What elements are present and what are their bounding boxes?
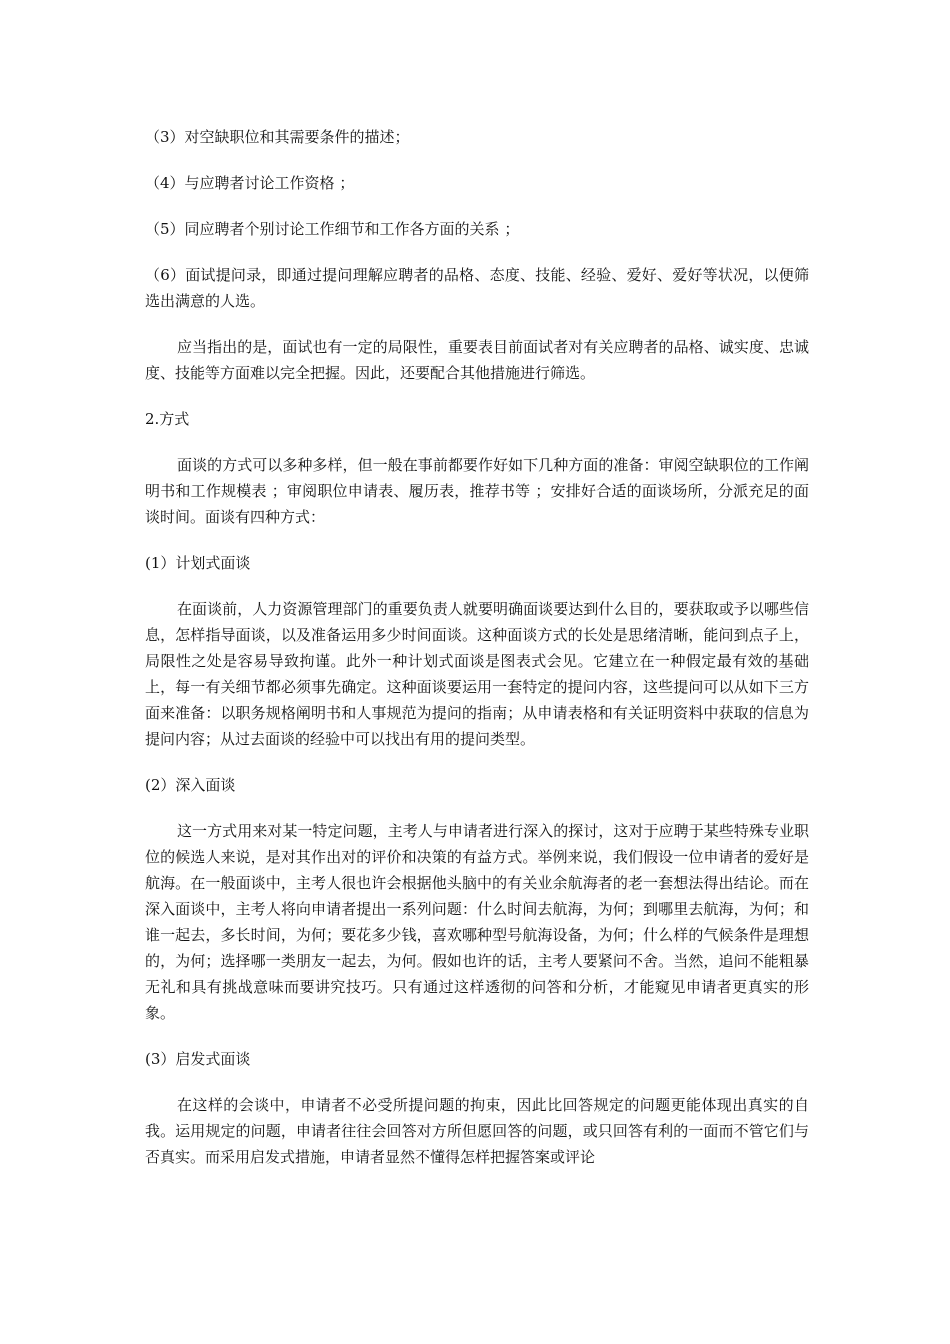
body-paragraph-planned-interview: 在面谈前，人力资源管理部门的重要负责人就要明确面谈要达到什么目的，要获取或予以哪些信息，怎样指导面谈，以及准备运用多少时间面谈。这种面谈方式的长处是思绪清晰，能问到点子上，局限性之处是容易导致拘谨。此外一种计划式面谈是图表式会见。它建立在一种假定最有效的基础上，每一有关细节都必须事先确定。这种面谈要运用一套特定的提问内容，这些提问可以从如下三方面来准备：以职务规格阐明书和人事规范为提问的指南；从申请表格和有关证明资料中获取的信息为提问内容；从过去面谈的经验中可以找出有用的提问类型。 [145, 600, 809, 748]
subheading-planned-interview: (1）计划式面谈 [145, 554, 251, 572]
subheading-in-depth-interview: (2）深入面谈 [145, 776, 236, 794]
list-item-3: （3）对空缺职位和其需要条件的描述； [145, 128, 410, 146]
list-item-4: （4）与应聘者讨论工作资格 ； [145, 174, 355, 192]
section-heading-methods: 2.方式 [145, 410, 190, 428]
body-paragraph-limitations: 应当指出的是，面试也有一定的局限性，重要表目前面试者对有关应聘者的品格、诚实度、忠诚度、技能等方面难以完全把握。因此，还要配合其他措施进行筛选。 [145, 338, 809, 382]
list-item-5: （5）同应聘者个别讨论工作细节和工作各方面的关系 ； [145, 220, 520, 238]
body-paragraph-interview-methods: 面谈的方式可以多种多样，但一般在事前都要作好如下几种方面的准备：审阅空缺职位的工作阐明书和工作规模表 ；审阅职位申请表、履历表，推荐书等 ；安排好合适的面谈场所，分派充足的面谈时间。面谈有四种方式： [145, 456, 809, 526]
subheading-heuristic-interview: (3）启发式面谈 [145, 1050, 251, 1068]
body-paragraph-in-depth-interview: 这一方式用来对某一特定问题，主考人与申请者进行深入的探讨，这对于应聘于某些特殊专业职位的候选人来说，是对其作出对的评价和决策的有益方式。举例来说，我们假设一位申请者的爱好是航海。在一般面谈中，主考人很也许会根据他头脑中的有关业余航海者的老一套想法得出结论。而在深入面谈中，主考人将向申请者提出一系列问题：什么时间去航海，为何；到哪里去航海，为何；和谁一起去，多长时间，为何；要花多少钱，喜欢哪种型号航海设备，为何；什么样的气候条件是理想的，为何；选择哪一类朋友一起去，为何。假如也许的话，主考人要紧问不舍。当然，追问不能粗暴无礼和具有挑战意味而要讲究技巧。只有通过这样透彻的问答和分析，才能窥见申请者更真实的形象。 [145, 822, 809, 1022]
document-body [145, 124, 809, 1190]
body-paragraph-heuristic-interview: 在这样的会谈中，申请者不必受所提问题的拘束，因此比回答规定的问题更能体现出真实的自我。运用规定的问题，申请者往往会回答对方所但愿回答的问题，或只回答有利的一面而不管它们与否真实。而采用启发式措施，申请者显然不懂得怎样把握答案或评论 [145, 1096, 809, 1166]
list-item-6: （6）面试提问录，即通过提问理解应聘者的品格、态度、技能、经验、爱好、爱好等状况，以便筛选出满意的人选。 [145, 266, 809, 310]
